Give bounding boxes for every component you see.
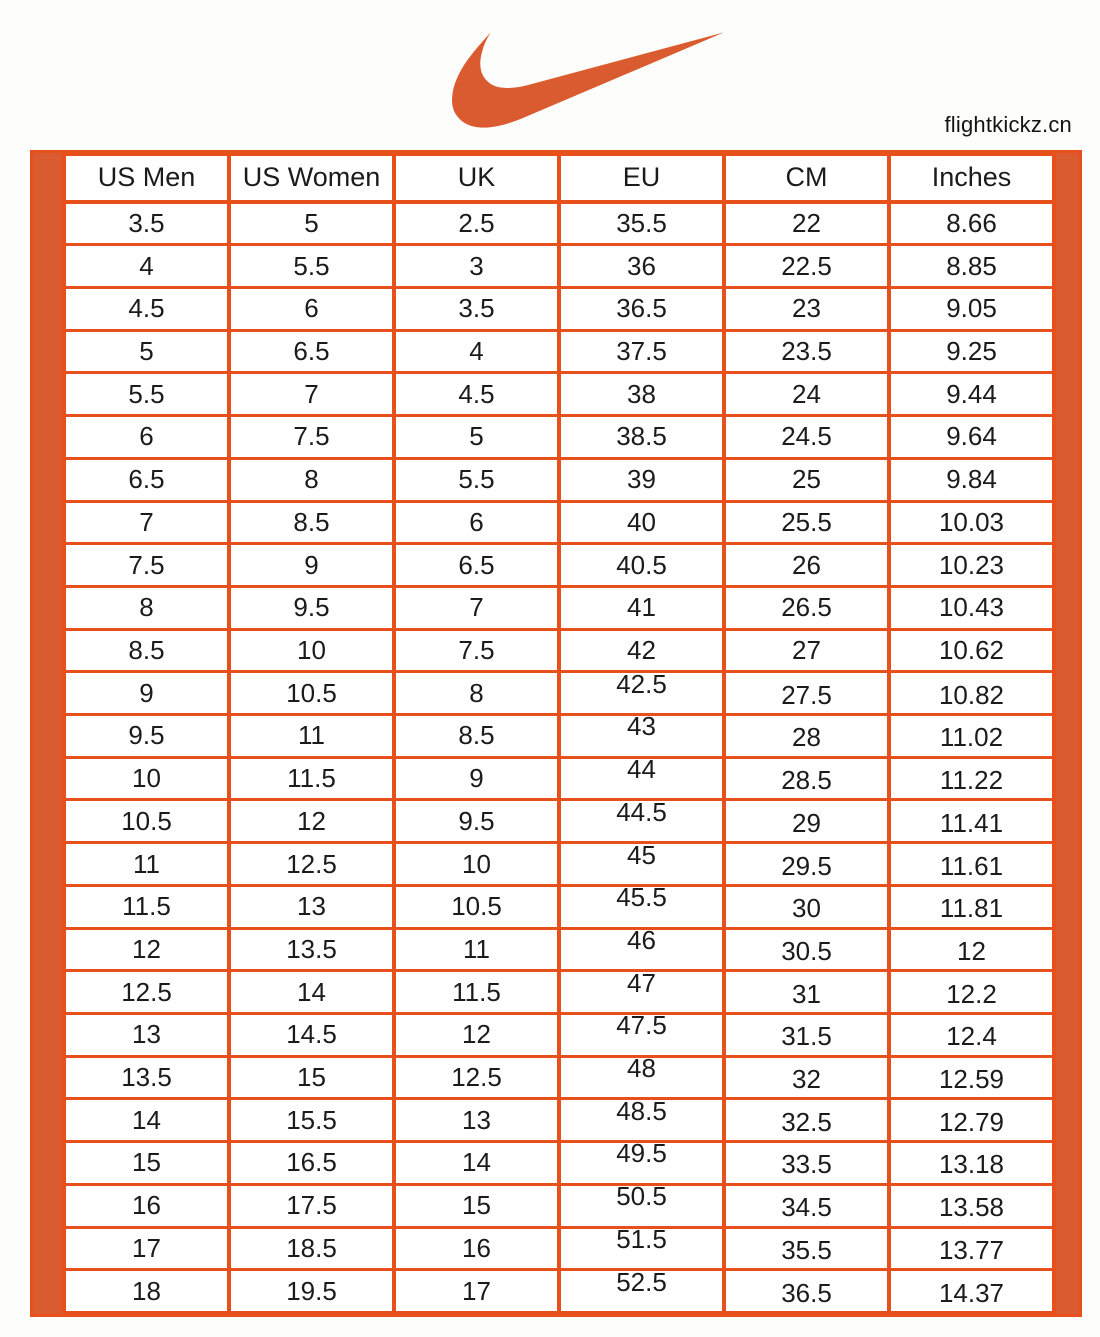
- size-cell: 48: [559, 1056, 724, 1099]
- size-cell: 44: [559, 757, 724, 800]
- size-cell: 9.5: [229, 586, 394, 629]
- size-cell: 10: [64, 757, 229, 800]
- size-cell: 4: [394, 330, 559, 373]
- size-cell: 10.5: [229, 672, 394, 715]
- size-cell: 13.18: [889, 1142, 1054, 1185]
- size-cell: 11.81: [889, 885, 1054, 928]
- size-cell: 2.5: [394, 202, 559, 245]
- size-cell: 8.5: [229, 501, 394, 544]
- size-cell: 12.5: [394, 1056, 559, 1099]
- size-cell: 45.5: [559, 885, 724, 928]
- left-accent-bar: [33, 153, 62, 1314]
- size-cell: 9: [229, 544, 394, 587]
- size-cell: 12: [394, 1013, 559, 1056]
- size-chart: [30, 150, 1082, 1317]
- size-cell: 16.5: [229, 1142, 394, 1185]
- size-cell: 12: [889, 928, 1054, 971]
- size-cell: 30: [724, 885, 889, 928]
- size-cell: 25: [724, 458, 889, 501]
- size-cell: 28.5: [724, 757, 889, 800]
- col-header-eu: EU: [559, 155, 724, 202]
- size-cell: 29.5: [724, 843, 889, 886]
- size-cell: 45: [559, 843, 724, 886]
- size-cell: 10.5: [394, 885, 559, 928]
- size-cell: 18.5: [229, 1227, 394, 1270]
- size-cell: 12.59: [889, 1056, 1054, 1099]
- size-cell: 31: [724, 971, 889, 1014]
- size-cell: 6.5: [229, 330, 394, 373]
- size-cell: 35.5: [724, 1227, 889, 1270]
- size-cell: 9: [394, 757, 559, 800]
- size-cell: 6.5: [64, 458, 229, 501]
- size-cell: 9.64: [889, 416, 1054, 459]
- size-cell: 19.5: [229, 1270, 394, 1313]
- size-cell: 13.77: [889, 1227, 1054, 1270]
- table-row: [64, 757, 1054, 800]
- size-cell: 25.5: [724, 501, 889, 544]
- size-cell: 14.37: [889, 1270, 1054, 1313]
- table-row: [64, 202, 1054, 245]
- right-accent-bar: [1056, 153, 1079, 1314]
- size-cell: 7: [64, 501, 229, 544]
- size-cell: 38: [559, 373, 724, 416]
- size-cell: 33.5: [724, 1142, 889, 1185]
- table-row: [64, 672, 1054, 715]
- table-row: [64, 1270, 1054, 1313]
- size-cell: 24.5: [724, 416, 889, 459]
- size-cell: 17: [64, 1227, 229, 1270]
- col-header-us-women: US Women: [229, 155, 394, 202]
- size-cell: 30.5: [724, 928, 889, 971]
- size-cell: 51.5: [559, 1227, 724, 1270]
- size-cell: 43: [559, 715, 724, 758]
- size-cell: 15: [64, 1142, 229, 1185]
- size-cell: 22: [724, 202, 889, 245]
- size-cell: 37.5: [559, 330, 724, 373]
- size-cell: 32.5: [724, 1099, 889, 1142]
- size-cell: 27: [724, 629, 889, 672]
- size-cell: 41: [559, 586, 724, 629]
- table-row: [64, 544, 1054, 587]
- size-cell: 12.5: [64, 971, 229, 1014]
- table-row: [64, 1227, 1054, 1270]
- size-cell: 15: [229, 1056, 394, 1099]
- size-cell: 38.5: [559, 416, 724, 459]
- size-cell: 13: [64, 1013, 229, 1056]
- size-cell: 15: [394, 1184, 559, 1227]
- table-row: [64, 1142, 1054, 1185]
- size-cell: 27.5: [724, 672, 889, 715]
- size-cell: 5: [64, 330, 229, 373]
- size-cell: 9.84: [889, 458, 1054, 501]
- size-cell: 6: [64, 416, 229, 459]
- size-cell: 11.02: [889, 715, 1054, 758]
- size-cell: 4.5: [64, 288, 229, 331]
- size-cell: 12.4: [889, 1013, 1054, 1056]
- size-cell: 6: [394, 501, 559, 544]
- size-cell: 14: [64, 1099, 229, 1142]
- table-row: [64, 629, 1054, 672]
- size-cell: 35.5: [559, 202, 724, 245]
- size-cell: 8.85: [889, 245, 1054, 288]
- size-cell: 8: [229, 458, 394, 501]
- size-cell: 11.5: [229, 757, 394, 800]
- size-cell: 47.5: [559, 1013, 724, 1056]
- table-row: [64, 928, 1054, 971]
- site-label: flightkickz.cn: [944, 112, 1072, 137]
- size-cell: 17: [394, 1270, 559, 1313]
- nike-swoosh-path: [452, 32, 724, 127]
- size-cell: 29: [724, 800, 889, 843]
- size-cell: 36: [559, 245, 724, 288]
- table-row: [64, 715, 1054, 758]
- size-cell: 7: [394, 586, 559, 629]
- size-cell: 44.5: [559, 800, 724, 843]
- table-row: [64, 373, 1054, 416]
- size-cell: 4.5: [394, 373, 559, 416]
- size-cell: 24: [724, 373, 889, 416]
- size-table-body: [64, 202, 1054, 1313]
- size-cell: 10.23: [889, 544, 1054, 587]
- size-cell: 11.5: [394, 971, 559, 1014]
- size-cell: 23: [724, 288, 889, 331]
- nike-logo: [452, 22, 724, 129]
- table-row: [64, 885, 1054, 928]
- col-header-us-men: US Men: [64, 155, 229, 202]
- size-cell: 22.5: [724, 245, 889, 288]
- size-cell: 23.5: [724, 330, 889, 373]
- size-cell: 14: [394, 1142, 559, 1185]
- size-cell: 7.5: [229, 416, 394, 459]
- table-row: [64, 843, 1054, 886]
- size-cell: 8.66: [889, 202, 1054, 245]
- size-cell: 50.5: [559, 1184, 724, 1227]
- size-cell: 12.2: [889, 971, 1054, 1014]
- size-cell: 36.5: [724, 1270, 889, 1313]
- size-cell: 42.5: [559, 672, 724, 715]
- nike-swoosh-icon: [452, 22, 724, 129]
- size-cell: 28: [724, 715, 889, 758]
- size-cell: 9.44: [889, 373, 1054, 416]
- size-cell: 7: [229, 373, 394, 416]
- size-cell: 10.03: [889, 501, 1054, 544]
- table-row: [64, 458, 1054, 501]
- size-cell: 11: [229, 715, 394, 758]
- size-cell: 7.5: [64, 544, 229, 587]
- size-cell: 49.5: [559, 1142, 724, 1185]
- size-cell: 10.62: [889, 629, 1054, 672]
- size-cell: 47: [559, 971, 724, 1014]
- size-cell: 9: [64, 672, 229, 715]
- size-cell: 12: [229, 800, 394, 843]
- table-row: [64, 330, 1054, 373]
- size-cell: 10.43: [889, 586, 1054, 629]
- table-row: [64, 1056, 1054, 1099]
- size-cell: 36.5: [559, 288, 724, 331]
- size-cell: 17.5: [229, 1184, 394, 1227]
- size-cell: 10: [229, 629, 394, 672]
- col-header-cm: CM: [724, 155, 889, 202]
- size-cell: 13: [229, 885, 394, 928]
- size-cell: 26: [724, 544, 889, 587]
- size-cell: 9.5: [64, 715, 229, 758]
- size-cell: 5.5: [64, 373, 229, 416]
- col-header-uk: UK: [394, 155, 559, 202]
- size-cell: 3.5: [394, 288, 559, 331]
- size-cell: 15.5: [229, 1099, 394, 1142]
- size-cell: 8.5: [64, 629, 229, 672]
- size-cell: 11: [394, 928, 559, 971]
- size-cell: 13.5: [229, 928, 394, 971]
- size-cell: 5: [394, 416, 559, 459]
- table-row: [64, 1184, 1054, 1227]
- size-cell: 12.5: [229, 843, 394, 886]
- size-cell: 12.79: [889, 1099, 1054, 1142]
- size-cell: 6: [229, 288, 394, 331]
- table-row: [64, 1013, 1054, 1056]
- size-cell: 5.5: [394, 458, 559, 501]
- col-header-inches: Inches: [889, 155, 1054, 202]
- size-cell: 39: [559, 458, 724, 501]
- table-row: [64, 971, 1054, 1014]
- size-cell: 9.25: [889, 330, 1054, 373]
- table-row: [64, 501, 1054, 544]
- size-cell: 14: [229, 971, 394, 1014]
- size-cell: 3: [394, 245, 559, 288]
- size-cell: 16: [64, 1184, 229, 1227]
- header-row: [64, 155, 1054, 202]
- size-cell: 10: [394, 843, 559, 886]
- size-cell: 5: [229, 202, 394, 245]
- size-cell: 8: [394, 672, 559, 715]
- size-cell: 42: [559, 629, 724, 672]
- size-cell: 6.5: [394, 544, 559, 587]
- size-cell: 46: [559, 928, 724, 971]
- size-cell: 12: [64, 928, 229, 971]
- size-cell: 8.5: [394, 715, 559, 758]
- size-cell: 11.22: [889, 757, 1054, 800]
- size-cell: 26.5: [724, 586, 889, 629]
- size-cell: 16: [394, 1227, 559, 1270]
- table-row: [64, 288, 1054, 331]
- size-cell: 11: [64, 843, 229, 886]
- size-cell: 13.5: [64, 1056, 229, 1099]
- size-cell: 40: [559, 501, 724, 544]
- size-cell: 14.5: [229, 1013, 394, 1056]
- table-row: [64, 586, 1054, 629]
- size-cell: 9.5: [394, 800, 559, 843]
- size-cell: 9.05: [889, 288, 1054, 331]
- table-row: [64, 1099, 1054, 1142]
- table-row: [64, 416, 1054, 459]
- size-cell: 10.82: [889, 672, 1054, 715]
- size-cell: 11.5: [64, 885, 229, 928]
- size-cell: 5.5: [229, 245, 394, 288]
- size-cell: 48.5: [559, 1099, 724, 1142]
- size-cell: 32: [724, 1056, 889, 1099]
- size-cell: 18: [64, 1270, 229, 1313]
- size-cell: 13: [394, 1099, 559, 1142]
- size-cell: 13.58: [889, 1184, 1054, 1227]
- size-cell: 10.5: [64, 800, 229, 843]
- table-row: [64, 800, 1054, 843]
- size-table: [62, 153, 1056, 1314]
- size-cell: 34.5: [724, 1184, 889, 1227]
- size-cell: 8: [64, 586, 229, 629]
- size-cell: 31.5: [724, 1013, 889, 1056]
- size-cell: 52.5: [559, 1270, 724, 1313]
- size-cell: 11.41: [889, 800, 1054, 843]
- size-cell: 4: [64, 245, 229, 288]
- size-cell: 11.61: [889, 843, 1054, 886]
- size-cell: 3.5: [64, 202, 229, 245]
- size-cell: 40.5: [559, 544, 724, 587]
- table-row: [64, 245, 1054, 288]
- size-cell: 7.5: [394, 629, 559, 672]
